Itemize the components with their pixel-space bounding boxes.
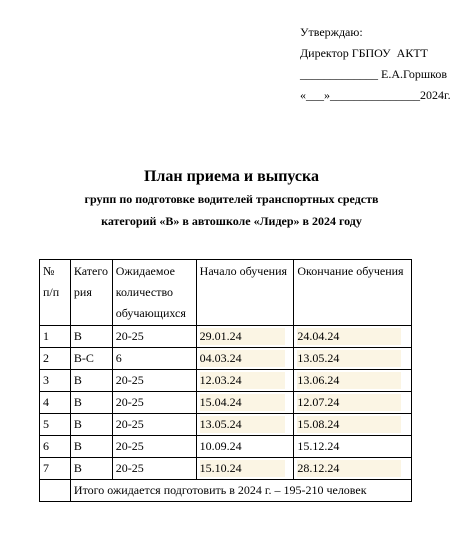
approval-block <box>300 22 451 106</box>
cell-category: В <box>70 326 112 348</box>
table-header-row <box>40 260 412 326</box>
cell-num: 1 <box>40 326 71 348</box>
cell-expected: 6 <box>112 348 196 370</box>
header-end: Окончание обучения <box>294 260 412 326</box>
document-title <box>0 166 463 232</box>
cell-num: 5 <box>40 414 71 436</box>
cell-end <box>294 436 412 458</box>
table-row <box>40 370 412 392</box>
header-start: Начало обучения <box>196 260 294 326</box>
header-category: Категория <box>70 260 112 326</box>
table-row <box>40 458 412 480</box>
cell-end <box>294 414 412 436</box>
end-date: 13.05.24 <box>297 350 401 367</box>
cell-start <box>196 326 294 348</box>
title-subtitle-1: групп по подготовке водителей транспортных средств <box>84 192 379 206</box>
cell-expected: 20-25 <box>112 458 196 480</box>
cell-category: В <box>70 392 112 414</box>
start-date: 29.01.24 <box>200 328 285 345</box>
footer-empty-cell <box>40 480 71 502</box>
cell-start <box>196 436 294 458</box>
cell-num: 2 <box>40 348 71 370</box>
table-row <box>40 326 412 348</box>
cell-expected: 20-25 <box>112 370 196 392</box>
approval-heading: Утверждаю: <box>300 25 363 39</box>
cell-num: 6 <box>40 436 71 458</box>
table-row <box>40 436 412 458</box>
cell-expected: 20-25 <box>112 436 196 458</box>
start-date: 04.03.24 <box>200 350 285 367</box>
cell-expected: 20-25 <box>112 414 196 436</box>
end-date: 28.12.24 <box>297 460 401 477</box>
end-date: 24.04.24 <box>297 328 401 345</box>
approval-signature: _____________ Е.А.Горшков <box>300 67 448 81</box>
cell-category: В <box>70 370 112 392</box>
cell-start <box>196 414 294 436</box>
table-footer-row <box>40 480 412 502</box>
cell-num: 3 <box>40 370 71 392</box>
start-date: 15.04.24 <box>200 394 285 411</box>
cell-start <box>196 348 294 370</box>
table-row <box>40 348 412 370</box>
cell-end <box>294 458 412 480</box>
cell-category: В <box>70 436 112 458</box>
cell-category: В <box>70 458 112 480</box>
cell-num: 7 <box>40 458 71 480</box>
cell-start <box>196 458 294 480</box>
start-date: 12.03.24 <box>200 372 285 389</box>
cell-start <box>196 392 294 414</box>
footer-total: Итого ожидается подготовить в 2024 г. – 195-210 человек <box>70 480 411 502</box>
cell-category: В-С <box>70 348 112 370</box>
end-date: 15.12.24 <box>297 439 340 453</box>
cell-end <box>294 326 412 348</box>
approval-date: «___»_______________2024г. <box>300 88 451 102</box>
start-date: 15.10.24 <box>200 460 285 477</box>
cell-category: В <box>70 414 112 436</box>
end-date: 13.06.24 <box>297 372 401 389</box>
start-date: 13.05.24 <box>200 416 285 433</box>
start-date: 10.09.24 <box>199 439 242 453</box>
table-row <box>40 392 412 414</box>
header-expected: Ожидаемое количество обучающихся <box>112 260 196 326</box>
cell-end <box>294 392 412 414</box>
header-num: № п/п <box>40 260 71 326</box>
table-row <box>40 414 412 436</box>
approval-position: Директор ГБПОУ АКТТ <box>300 46 429 60</box>
end-date: 12.07.24 <box>297 394 401 411</box>
title-subtitle-2: категорий «В» в автошколе «Лидер» в 2024 году <box>101 214 362 228</box>
cell-expected: 20-25 <box>112 392 196 414</box>
cell-num: 4 <box>40 392 71 414</box>
title-main: План приема и выпуска <box>143 168 320 185</box>
cell-expected: 20-25 <box>112 326 196 348</box>
cell-end <box>294 348 412 370</box>
end-date: 15.08.24 <box>297 416 401 433</box>
cell-start <box>196 370 294 392</box>
cell-end <box>294 370 412 392</box>
plan-table <box>39 259 412 502</box>
